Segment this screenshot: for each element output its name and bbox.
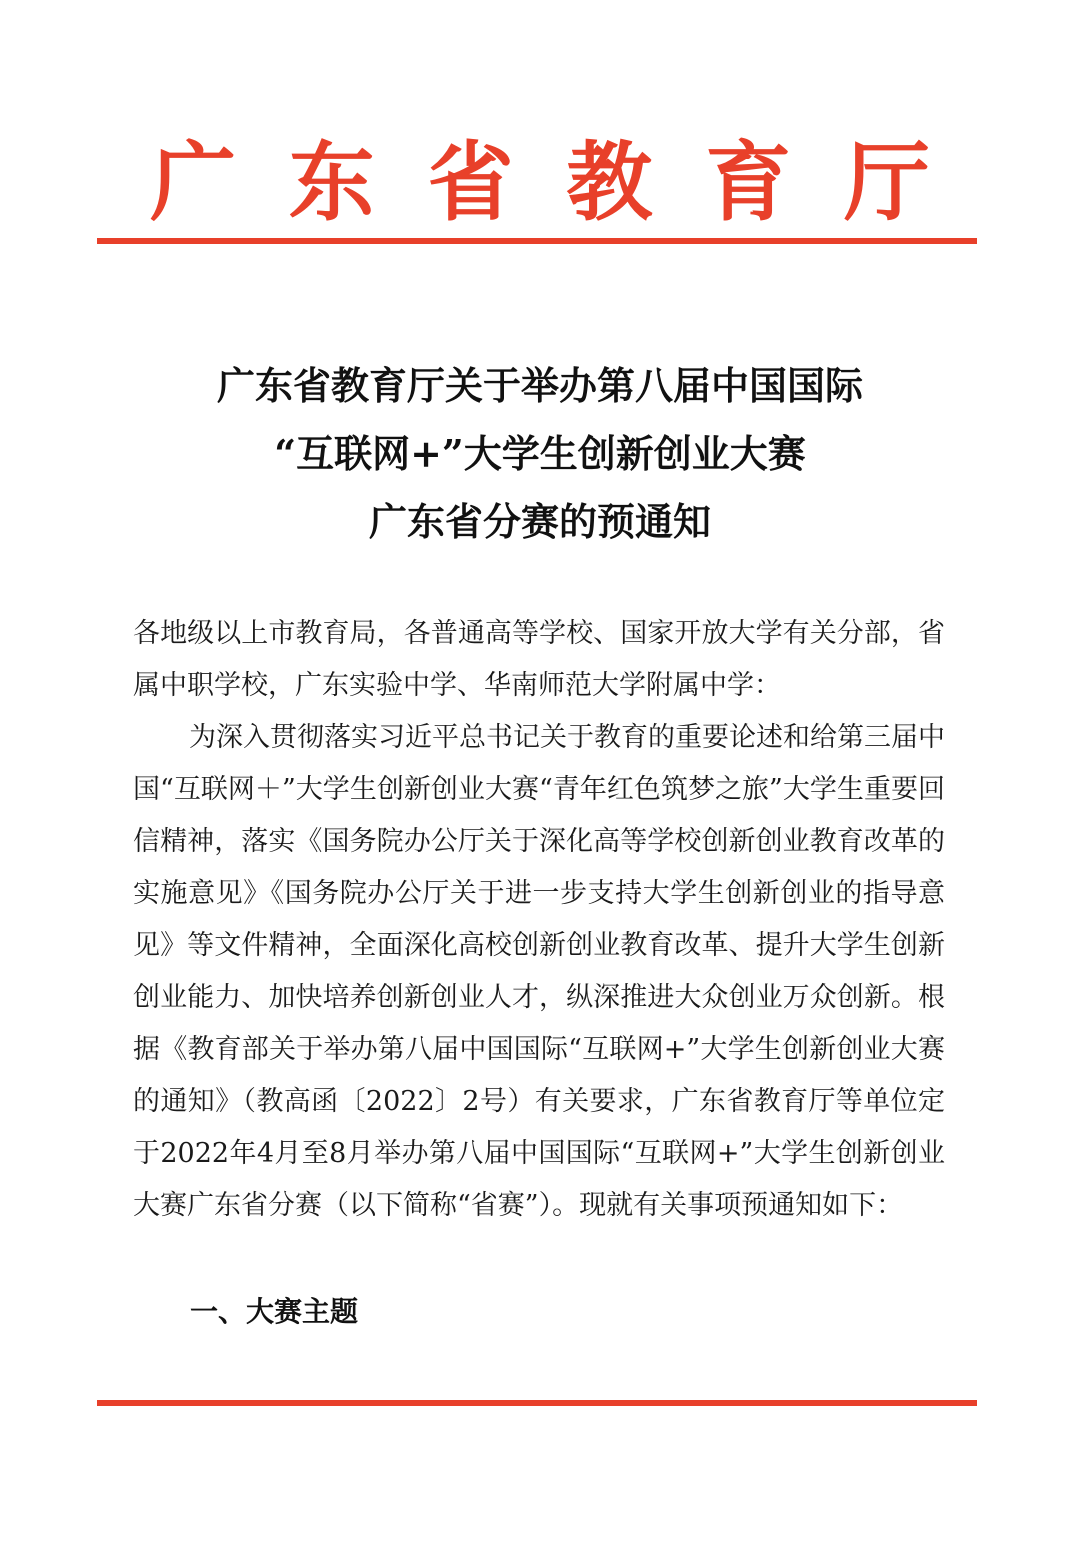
document-body [133,608,945,1232]
letterhead-char: 育 [705,132,792,233]
letterhead [150,128,930,238]
letterhead-char: 广 [150,132,236,233]
body-paragraph: 为深入贯彻落实习近平总书记关于教育的重要论述和给第三届中国“互联网＋”大学生创新创业大赛“青年红色筑梦之旅”大学生重要回信精神，落实《国务院办公厅关于深化高等学校创新创业教育改革的实施意见》《国务院办公厅关于进一步支持大学生创新创业的指导意见》等文件精神，全面深化高校创新创业教育改革、提升大学生创新创业能力、加快培养创新创业人才，纵深推进大众创业万众创新。根据《教育部关于举办第八届中国国际“互联网+”大学生创新创业大赛的通知》（教高函〔2022〕2号）有关要求，广东省教育厅等单位定于2022年4月至8月举办第八届中国国际“互联网+”大学生创新创业大赛广东省分赛（以下简称“省赛”）。现就有关事项预通知如下： [133,722,945,1221]
letterhead-char: 厅 [843,132,930,233]
letterhead-char: 教 [566,132,653,233]
footer-divider [97,1400,977,1406]
letterhead-char: 省 [427,132,514,233]
letterhead-char: 东 [288,132,375,233]
letterhead-divider [97,238,977,244]
recipients: 各地级以上市教育局，各普通高等学校、国家开放大学有关分部，省属中职学校，广东实验中学、华南师范大学附属中学： [133,618,945,701]
section-heading: 一、大赛主题 [190,1295,359,1328]
title-line-2: “互联网+”大学生创新创业大赛 [274,431,806,476]
document-title [90,352,990,556]
title-line-1: 广东省教育厅关于举办第八届中国国际 [216,363,863,408]
title-line-3: 广东省分赛的预通知 [368,499,711,544]
